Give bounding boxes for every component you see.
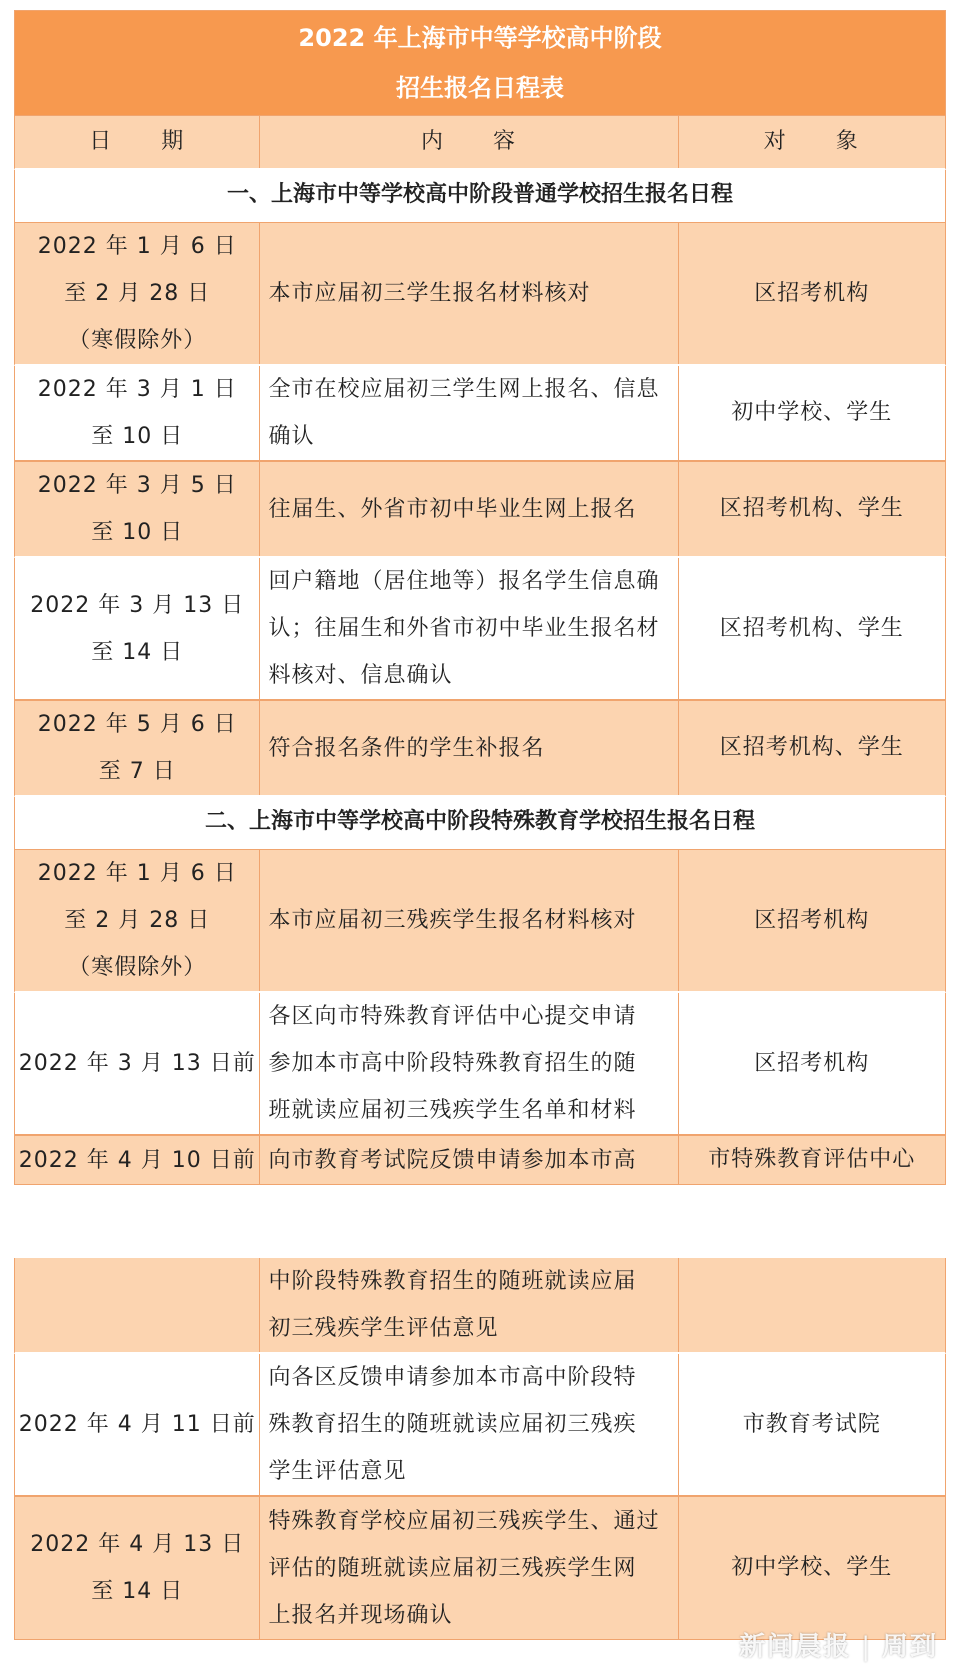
date-cell xyxy=(15,701,259,795)
date-cell xyxy=(15,1136,259,1184)
date-line: 2022 年 1 月 6 日 xyxy=(37,234,237,259)
target-cell: 市教育考试院 xyxy=(742,1411,881,1437)
date-line: 2022 年 4 月 10 日前 xyxy=(18,1147,256,1173)
header-content: 内 容 xyxy=(259,116,678,168)
date-line: 2022 年 3 月 1 日 xyxy=(37,377,237,402)
content-line: 全市在校应届初三学生网上报名、信息 xyxy=(268,377,660,402)
date-line: 至 10 日 xyxy=(91,424,184,449)
content-line: 殊教育招生的随班就读应届初三残疾 xyxy=(268,1412,637,1437)
content-cell xyxy=(259,1354,678,1495)
target-cell xyxy=(679,1258,945,1352)
content-cell xyxy=(259,701,678,795)
date-cell xyxy=(15,993,259,1134)
table-row xyxy=(14,993,946,1136)
date-line: 2022 年 1 月 6 日 xyxy=(37,861,237,886)
table-row xyxy=(14,223,946,366)
date-cell xyxy=(15,1497,259,1639)
content-cell xyxy=(259,462,678,556)
table-header-row xyxy=(14,116,946,170)
date-cell xyxy=(15,558,259,699)
date-line: 2022 年 3 月 5 日 xyxy=(37,473,237,498)
table-row xyxy=(14,462,946,558)
table-row xyxy=(14,850,946,993)
schedule-table-part2 xyxy=(14,1258,946,1640)
target-cell: 区招考机构、学生 xyxy=(719,735,904,760)
date-cell xyxy=(15,850,259,991)
content-line: 特殊教育学校应届初三残疾学生、通过 xyxy=(268,1508,660,1534)
table-row xyxy=(14,1497,946,1640)
section-heading-2: 二、上海市中等学校高中阶段特殊教育学校招生报名日程 xyxy=(14,797,946,850)
content-line: 认；往届生和外省市初中毕业生报名材 xyxy=(268,616,660,641)
section-heading-1: 一、上海市中等学校高中阶段普通学校招生报名日程 xyxy=(14,170,946,223)
date-line: 2022 年 3 月 13 日 xyxy=(30,592,245,618)
content-line: 学生评估意见 xyxy=(268,1459,407,1484)
watermark-right: 周到 xyxy=(881,1632,938,1662)
date-line: 至 2 月 28 日 xyxy=(64,908,211,933)
content-line: 料核对、信息确认 xyxy=(268,663,453,688)
table-row xyxy=(14,1354,946,1497)
content-line: 班就读应届初三残疾学生名单和材料 xyxy=(268,1098,637,1123)
date-cell xyxy=(15,366,259,460)
content-line: 中阶段特殊教育招生的随班就读应届 xyxy=(268,1269,637,1294)
date-line: 至 7 日 xyxy=(98,759,176,784)
content-line: 本市应届初三学生报名材料核对 xyxy=(268,281,591,306)
section2-rows-continued xyxy=(14,1258,946,1640)
content-cell xyxy=(259,1497,678,1639)
table-row xyxy=(14,558,946,701)
table-row xyxy=(14,1136,946,1185)
header-target: 对 象 xyxy=(763,129,860,154)
target-cell: 初中学校、学生 xyxy=(731,1555,893,1580)
content-line: 评估的随班就读应届初三残疾学生网 xyxy=(268,1555,637,1581)
date-line: 至 10 日 xyxy=(91,520,184,545)
date-line: （寒假除外） xyxy=(68,955,207,980)
date-line: 2022 年 5 月 6 日 xyxy=(37,712,237,737)
table-title xyxy=(14,10,946,116)
watermark-left: 新闻晨报 xyxy=(739,1632,852,1662)
date-cell xyxy=(15,1258,259,1352)
content-line: 向各区反馈申请参加本市高中阶段特 xyxy=(268,1365,637,1390)
date-line: 至 14 日 xyxy=(91,1579,184,1604)
date-cell xyxy=(15,462,259,556)
section2-rows xyxy=(14,850,946,1185)
target-cell: 市特殊教育评估中心 xyxy=(708,1147,916,1172)
table-title-line1: 2022 年上海市中等学校高中阶段 xyxy=(298,24,662,52)
table-row xyxy=(14,701,946,797)
target-cell: 区招考机构、学生 xyxy=(719,615,904,641)
target-cell: 区招考机构 xyxy=(754,907,870,933)
date-line: 2022 年 4 月 11 日前 xyxy=(18,1412,256,1437)
content-cell xyxy=(259,1136,678,1184)
table-row xyxy=(14,366,946,462)
content-line: 初三残疾学生评估意见 xyxy=(268,1316,499,1341)
date-line: 至 14 日 xyxy=(91,639,184,665)
content-cell xyxy=(259,366,678,460)
target-cell: 区招考机构 xyxy=(754,280,870,306)
content-cell xyxy=(259,1258,678,1352)
date-line: 2022 年 3 月 13 日前 xyxy=(18,1051,256,1076)
content-line: 确认 xyxy=(268,424,315,449)
table-title-line2: 招生报名日程表 xyxy=(396,74,564,102)
content-line: 往届生、外省市初中毕业生网上报名 xyxy=(268,496,637,522)
content-line: 符合报名条件的学生补报名 xyxy=(268,735,545,761)
date-line: （寒假除外） xyxy=(68,328,207,353)
schedule-table-part1 xyxy=(14,10,946,1185)
content-cell xyxy=(259,850,678,991)
watermark: 新闻晨报 | 周到 xyxy=(739,1632,938,1662)
table-row xyxy=(14,1258,946,1354)
content-cell xyxy=(259,223,678,364)
content-line: 回户籍地（居住地等）报名学生信息确 xyxy=(268,569,660,594)
content-line: 各区向市特殊教育评估中心提交申请 xyxy=(268,1004,637,1029)
content-line: 本市应届初三残疾学生报名材料核对 xyxy=(268,908,637,933)
date-cell xyxy=(15,1354,259,1495)
section1-rows xyxy=(14,223,946,797)
content-line: 上报名并现场确认 xyxy=(268,1602,453,1628)
content-line: 向市教育考试院反馈申请参加本市高 xyxy=(268,1147,637,1173)
date-line: 2022 年 4 月 13 日 xyxy=(30,1532,245,1557)
content-cell xyxy=(259,558,678,699)
content-line: 参加本市高中阶段特殊教育招生的随 xyxy=(268,1051,637,1076)
target-cell: 区招考机构 xyxy=(754,1050,870,1076)
target-cell: 初中学校、学生 xyxy=(731,400,893,425)
content-cell xyxy=(259,993,678,1134)
target-cell: 区招考机构、学生 xyxy=(719,496,904,521)
date-line: 至 2 月 28 日 xyxy=(64,281,211,306)
header-date: 日 期 xyxy=(89,129,186,154)
date-cell xyxy=(15,223,259,364)
